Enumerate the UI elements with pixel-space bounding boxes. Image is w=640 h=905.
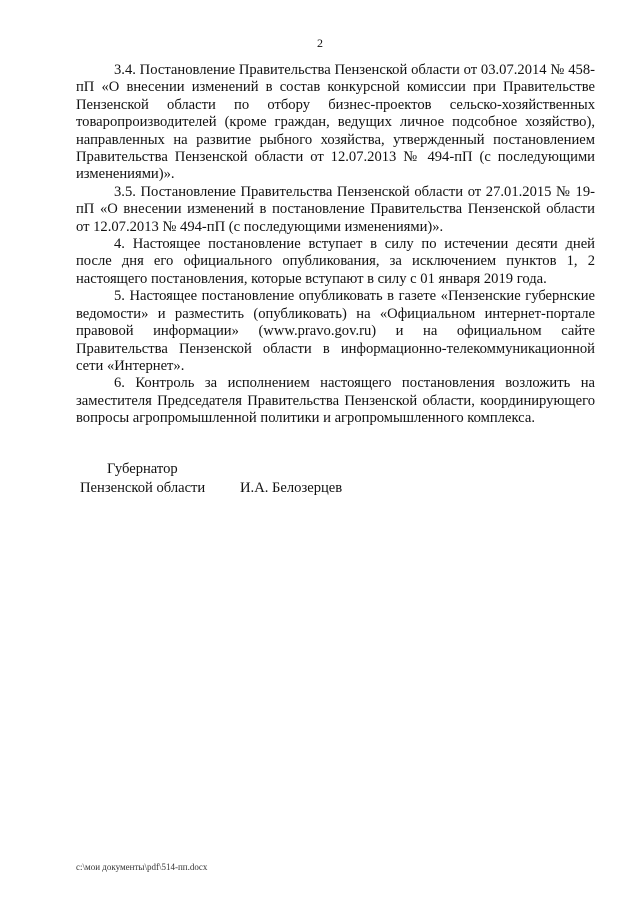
paragraph-3-4: 3.4. Постановление Правительства Пензенской области от 03.07.2014 № 458-пП «О внесении изменений в состав конкурсной комиссии при Правительстве Пензенской области по отбору бизнес-проектов сельско-хозяйственных товаропроизводителей (кроме граждан, ведущих личное подсобное хозяйство), направленных на развитие рыбного хозяйства, утвержденный постановлением Правительства Пензенской области от 12.07.2013 № 494-пП (с последующими изменениями)». — [76, 62, 595, 183]
signature-block — [76, 460, 476, 498]
signatory-name: И.А. Белозерцев — [240, 480, 343, 496]
page-number: 2 — [317, 36, 323, 50]
signature-row — [76, 479, 476, 498]
footer-file-path: c:\мои документы\pdf\514-пп.docx — [76, 862, 208, 872]
document-body — [76, 62, 595, 428]
signatory-region: Пензенской области — [80, 480, 206, 496]
paragraph-6: 6. Контроль за исполнением настоящего постановления возложить на заместителя Председателя Правительства Пензенской области, координирующего вопросы агропромышленной политики и агропромышленного комплекса. — [76, 375, 595, 427]
paragraph-4: 4. Настоящее постановление вступает в силу по истечении десяти дней после дня его официального опубликования, за исключением пунктов 1, 2 настоящего постановления, которые вступают в силу с 01 января 2019 года. — [76, 236, 595, 287]
paragraph-5: 5. Настоящее постановление опубликовать в газете «Пензенские губернские ведомости» и разместить (опубликовать) на «Официальном интернет-портале правовой информации» (www.pravo.gov.ru) и на официальном сайте Правительства Пензенской области в информационно-телекоммуникационной сети «Интернет». — [76, 288, 595, 374]
paragraph-3-5: 3.5. Постановление Правительства Пензенской области от 27.01.2015 № 19-пП «О внесении изменений в постановление Правительства Пензенской области от 12.07.2013 № 494-пП (с последующими изменениями)». — [76, 183, 595, 235]
signatory-title: Губернатор — [107, 461, 178, 477]
